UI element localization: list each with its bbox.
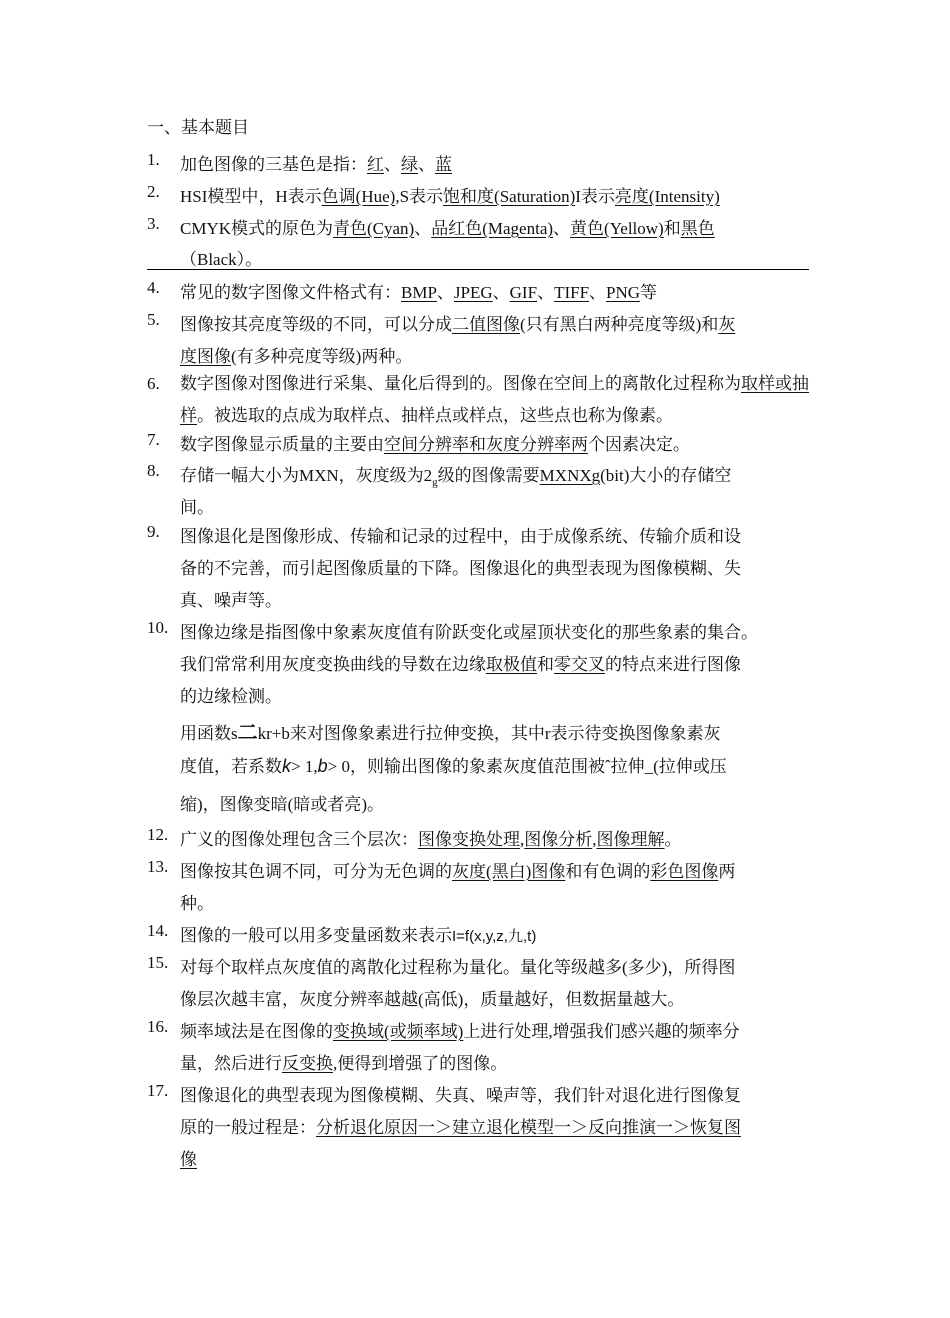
item-text-line-2: 间。 [180, 498, 214, 517]
answer-blank: 取样或抽样 [180, 374, 809, 425]
answer-blank: 反变换 [282, 1054, 333, 1073]
answer-blank: 品红色(Magenta) [431, 219, 554, 238]
item-text-line-3 [180, 1145, 812, 1170]
item-text: 图像边缘是指图像中象素灰度值有阶跃变化或屋顶状变化的那些象素的集合。 [180, 623, 758, 642]
item-number: 15. [147, 953, 169, 972]
answer-blank: 黑色 [680, 219, 715, 238]
item-number: 6. [147, 374, 160, 393]
item-text: 图像按其色调不同，可分为无色调的灰度(黑白)图像和有色调的彩色图像两 [180, 862, 736, 881]
item-number: 7. [147, 430, 160, 449]
item-text-line-2: 种。 [180, 894, 214, 913]
item-number: 13. [147, 857, 169, 876]
item-text: 频率域法是在图像的变换域(或频率域)上进行处理,增强我们感兴趣的频率分 [180, 1022, 740, 1041]
answer-blank: 二值图像 [452, 315, 520, 334]
answer-blank: 图像变换处理 [418, 830, 520, 849]
item-number: 12. [147, 825, 169, 844]
item-text: 图像的一般可以用多变量函数来表示I=f(x,y,z,九,t) [180, 926, 537, 945]
answer-blank: MXNXg [539, 466, 601, 485]
item-number: 4. [147, 278, 160, 297]
answer-blank: 图像分析 [524, 830, 593, 849]
item-number: 1. [147, 150, 160, 169]
item-text: HSI模型中，H表示色调(Hue),S表示饱和度(Saturation)I表示亮度(Intensity) [180, 187, 720, 206]
item-text: 图像退化是图像形成、传输和记录的过程中，由于成像系统、传输介质和设 [180, 527, 741, 546]
item-text-line-2: 度值，若系数k> 1,b> 0，则输出图像的象素灰度值范围被ˆ拉伸_(拉伸或压 [180, 756, 727, 776]
item-text: 加色图像的三基色是指：红、绿、蓝 [180, 155, 452, 174]
item-text-line-2: 度图像(有多种亮度等级)两种。 [180, 347, 413, 366]
answer-blank: JPEG [453, 283, 493, 302]
answer-blank: 灰 [718, 315, 736, 334]
answer-blank: 分析退化原因一＞建立退化模型一＞反向推演一＞恢复图 [316, 1118, 741, 1137]
item-text-line-2: （Black）。 [180, 250, 263, 269]
answer-blank: 饱和度(Saturation) [443, 187, 576, 206]
item-number: 14. [147, 921, 169, 940]
formula: I=f(x,y,z,九,t) [452, 928, 537, 945]
equals-glyph: 二 [237, 720, 258, 744]
item-text: 图像按其亮度等级的不同，可以分成二值图像(只有黑白两种亮度等级)和灰 [180, 315, 736, 334]
answer-blank: 取极值 [486, 655, 537, 674]
item-text-line-2: 像层次越丰富，灰度分辨率越越(高低)，质量越好，但数据量越大。 [180, 990, 685, 1009]
item-text-line-2: 备的不完善，而引起图像质量的下降。图像退化的典型表现为图像模糊、失 [180, 559, 741, 578]
answer-blank: 绿 [401, 155, 418, 174]
item-text: 数字图像对图像进行采集、量化后得到的。图像在空间上的离散化过程称为取样或抽样。被选取的点成为取样点、抽样点或样点，这些点也称为像素。 [180, 374, 809, 425]
item-number: 9. [147, 522, 160, 541]
answer-blank: 灰度(黑白)图像 [452, 862, 566, 881]
item-text-line-3: 真、噪声等。 [180, 591, 282, 610]
answer-blank: TIFF [554, 283, 590, 302]
item-text-line-2: 原的一般过程是：分析退化原因一＞建立退化模型一＞反向推演一＞恢复图 [180, 1118, 741, 1137]
answer-blank: 图像理解 [596, 830, 665, 849]
item-number: 5. [147, 310, 160, 329]
answer-blank: 红 [367, 155, 384, 174]
item-text: 常见的数字图像文件格式有：BMP、JPEG、GIF、TIFF、PNG等 [180, 283, 658, 302]
answer-blank: 空间分辨率和灰度分辨率两 [384, 435, 588, 454]
answer-blank: 变换域(或频率域) [333, 1022, 464, 1041]
answer-blank: GIF [509, 283, 538, 302]
answer-blank: PNG [606, 283, 641, 302]
item-number: 10. [147, 618, 169, 637]
item-text: 存储一幅大小为MXN，灰度级为$2_g$级的图像需要MXNXg(bit)大小的存储空 [180, 466, 732, 489]
answer-blank: 亮度(Intensity) [614, 187, 720, 206]
answer-blank: 零交叉 [554, 655, 605, 674]
answer-blank: 像 [180, 1150, 197, 1169]
item-number: 16. [147, 1017, 169, 1036]
item-number: 3. [147, 214, 160, 233]
item-text: 数字图像显示质量的主要由空间分辨率和灰度分辨率两个因素决定。 [180, 435, 690, 454]
item-number: 8. [147, 461, 160, 480]
item-text: CMYK模式的原色为青色(Cyan)、品红色(Magenta)、黄色(Yellow)和黑色 [180, 219, 715, 238]
item-text-line-2: 量，然后进行反变换,便得到增强了的图像。 [180, 1054, 508, 1073]
item-text: 对每个取样点灰度值的离散化过程称为量化。量化等级越多(多少)，所得图 [180, 958, 736, 977]
horizontal-rule [147, 269, 809, 270]
answer-blank: 黄色(Yellow) [570, 219, 664, 238]
answer-blank: 彩色图像 [650, 862, 719, 881]
section-heading: 一、基本题目 [147, 118, 249, 137]
item-text-line-3: 缩)，图像变暗(暗或者亮)。 [180, 795, 384, 814]
item-number: 17. [147, 1081, 169, 1100]
item-number: 2. [147, 182, 160, 201]
answer-blank: 蓝 [435, 155, 452, 174]
answer-blank: 青色(Cyan) [333, 219, 415, 238]
item-text: 图像退化的典型表现为图像模糊、失真、噪声等，我们针对退化进行图像复 [180, 1086, 741, 1105]
answer-blank: 色调(Hue) [321, 187, 396, 206]
answer-blank: BMP [401, 283, 437, 302]
item-text-line-2: 我们常常利用灰度变换曲线的导数在边缘取极值和零交叉的特点来进行图像 [180, 655, 741, 674]
item-text: 广义的图像处理包含三个层次：图像变换处理,图像分析,图像理解。 [180, 830, 682, 849]
item-text-line-3: 的边缘检测。 [180, 687, 282, 706]
answer-blank: 度图像 [180, 347, 231, 366]
item-text: 用函数s二kr+b来对图像象素进行拉伸变换，其中r表示待变换图像象素灰 [180, 720, 721, 744]
